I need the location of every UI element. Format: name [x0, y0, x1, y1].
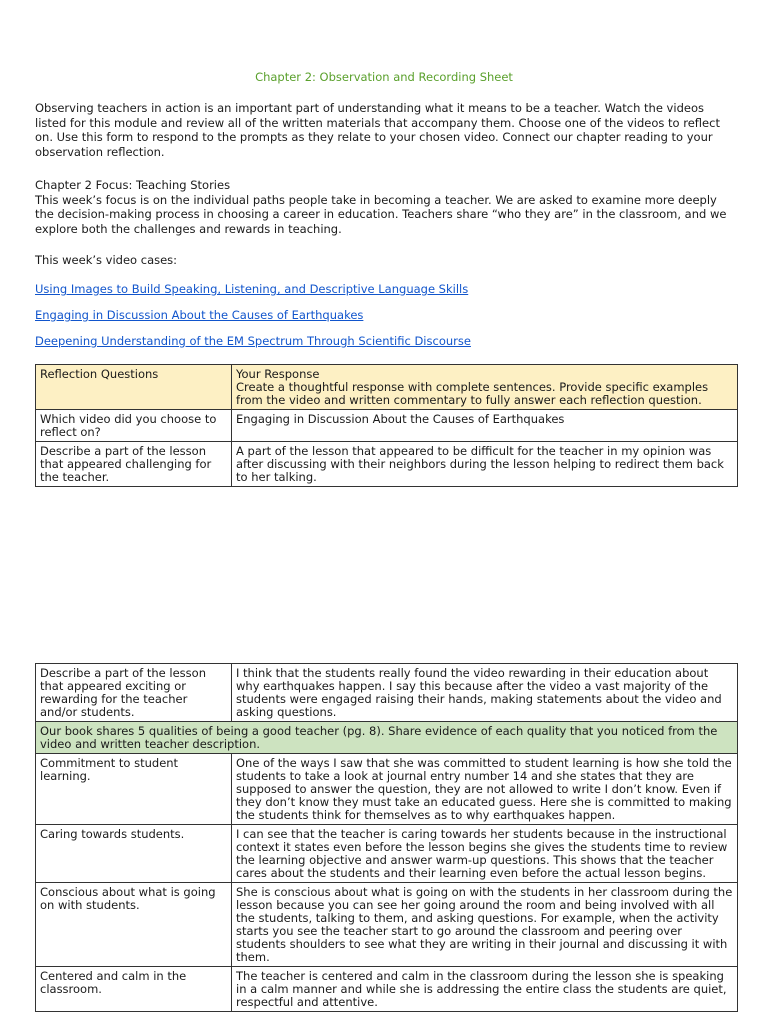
header-response-title: Your Response: [236, 367, 320, 381]
table-row: [36, 825, 738, 883]
response-cell[interactable]: She is conscious about what is going on with the students in her classroom during the lesson because you can see her going around the room and being involved with all the students, talking to them, and asking questions. For example, when the activity starts you see the teacher start to go around the classroom and peering over students shoulders to see what they are writing in their journal and discussing it with them.: [232, 883, 738, 967]
header-questions: Reflection Questions: [36, 365, 232, 410]
question-cell: Describe a part of the lesson that appeared exciting or rewarding for the teacher and/or students.: [36, 664, 232, 722]
quality-cell: Conscious about what is going on with students.: [36, 883, 232, 967]
response-cell[interactable]: The teacher is centered and calm in the classroom during the lesson she is speaking in a calm manner and while she is addressing the entire class the students are quiet, respectful and attentive.: [232, 967, 738, 1012]
focus-text: This week’s focus is on the individual paths people take in becoming a teacher. We are asked to examine more deeply the decision-making process in choosing a career in education. Teachers share “who they are” in the classroom, and we explore both the challenges and rewards in teaching.: [35, 192, 727, 237]
question-cell: Describe a part of the lesson that appeared challenging for the teacher.: [36, 442, 232, 487]
video-links: [35, 282, 735, 360]
table-row: [36, 754, 738, 825]
header-response: [232, 365, 738, 410]
quality-cell: Caring towards students.: [36, 825, 232, 883]
response-cell[interactable]: I think that the students really found the video rewarding in their education about why earthquakes happen. I say this because after the video a vast majority of the students were engaged raising their hands, making statements about the video and asking questions.: [232, 664, 738, 722]
table-row: [36, 442, 738, 487]
focus-heading: Chapter 2 Focus: Teaching Stories: [35, 178, 231, 192]
video-link-earthquakes[interactable]: Engaging in Discussion About the Causes of Earthquakes: [35, 308, 364, 322]
video-cases-label: This week’s video cases:: [35, 253, 178, 267]
response-cell[interactable]: A part of the lesson that appeared to be difficult for the teacher in my opinion was after discussing with their neighbors during the lesson helping to redirect them back to her talking.: [232, 442, 738, 487]
qualities-prompt-row: [36, 722, 738, 754]
focus-section: [35, 178, 735, 237]
document-title: Chapter 2: Observation and Recording Sheet: [255, 70, 513, 84]
intro-paragraph: Observing teachers in action is an important part of understanding what it means to be a teacher. Watch the videos listed for this module and review all of the written materials that accompany them. Choose one of the videos to reflect on. Use this form to respond to the prompts as they relate to your chosen video. Connect our chapter reading to your observation reflection.: [35, 101, 720, 160]
table-header-row: [36, 365, 738, 410]
qualities-prompt: Our book shares 5 qualities of being a good teacher (pg. 8). Share evidence of each quality that you noticed from the video and written teacher description.: [36, 722, 738, 754]
quality-cell: Centered and calm in the classroom.: [36, 967, 232, 1012]
video-link-em-spectrum[interactable]: Deepening Understanding of the EM Spectrum Through Scientific Discourse: [35, 334, 471, 348]
response-cell[interactable]: I can see that the teacher is caring towards her students because in the instructional context it states even before the lesson begins she gives the students time to review the learning objective and answer warm-up questions. This shows that the teacher cares about the students and their learning even before the actual lesson begins.: [232, 825, 738, 883]
response-cell[interactable]: Engaging in Discussion About the Causes of Earthquakes: [232, 410, 738, 442]
quality-cell: Commitment to student learning.: [36, 754, 232, 825]
table-row: [36, 967, 738, 1012]
video-link-images[interactable]: Using Images to Build Speaking, Listening, and Descriptive Language Skills: [35, 282, 469, 296]
table-row: [36, 664, 738, 722]
header-response-instructions: Create a thoughtful response with complete sentences. Provide specific examples from the video and written commentary to fully answer each reflection question.: [236, 380, 709, 407]
table-row: [36, 410, 738, 442]
reflection-table-continued: [35, 663, 738, 1012]
reflection-table: [35, 364, 738, 487]
response-cell[interactable]: One of the ways I saw that she was committed to student learning is how she told the students to take a look at journal entry number 14 and she states that they are supposed to answer the question, they are not allowed to write I don’t know. Even if they don’t know they must take an educated guess. Here she is committed to making the students think for themselves as to why earthquakes happen.: [232, 754, 738, 825]
question-cell: Which video did you choose to reflect on?: [36, 410, 232, 442]
table-row: [36, 883, 738, 967]
